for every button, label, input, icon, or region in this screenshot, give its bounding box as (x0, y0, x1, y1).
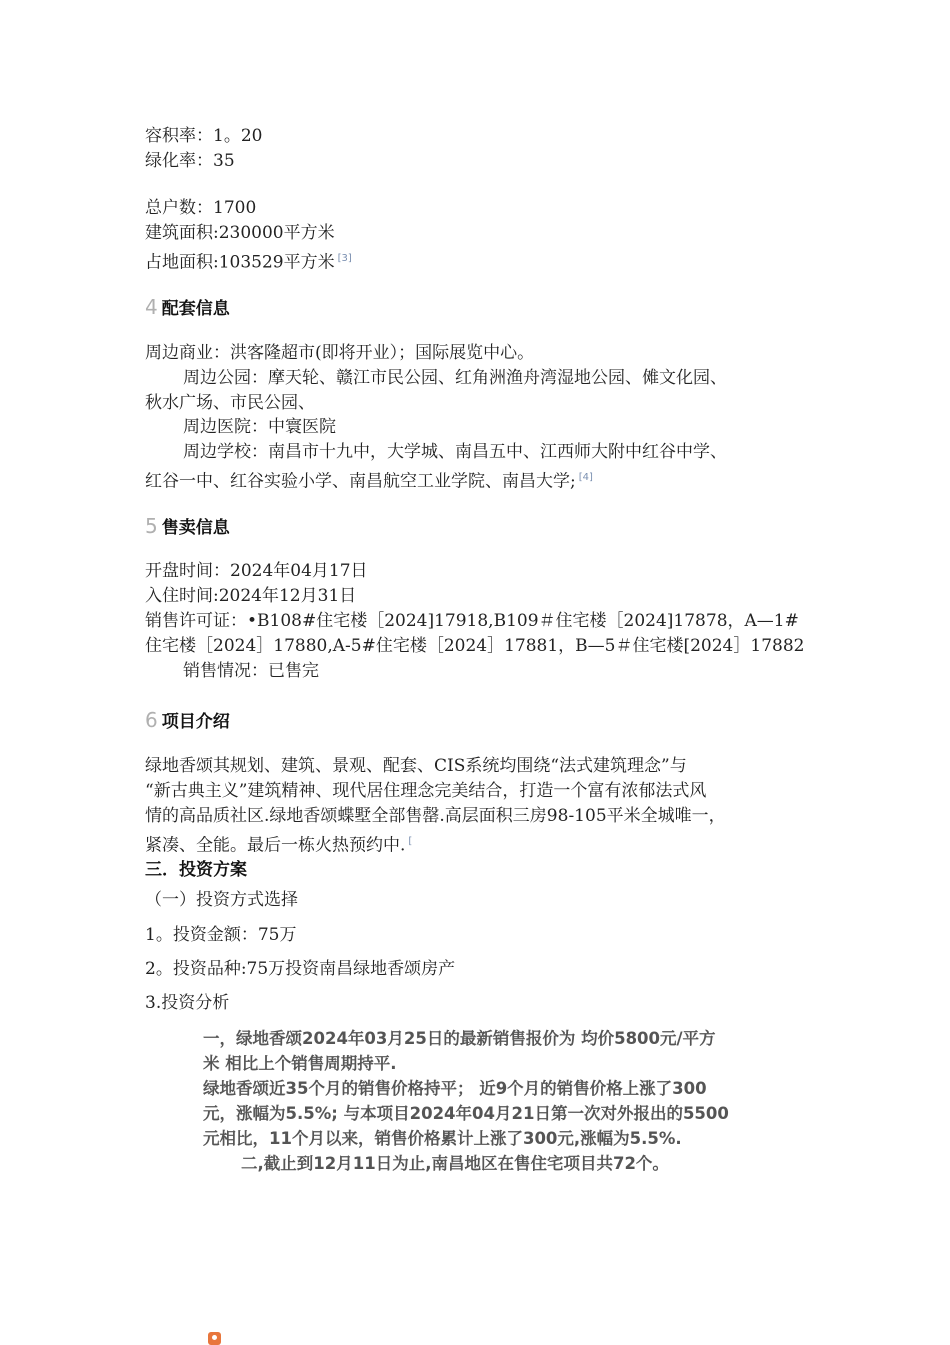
analysis-line-4: 元，涨幅为5.5%; 与本项目2024年04月21日第一次对外报出的5500 (203, 1104, 729, 1123)
opening-time-line: 开盘时间：2024年04月17日 (145, 561, 368, 581)
schools-text: 红谷一中、红谷实验小学、南昌航空工业学院、南昌大学; (145, 471, 576, 492)
parks-line-2: 秋水广场、市民公园、 (145, 393, 315, 413)
permit-line-1: 销售许可证：•B108#住宅楼［2024]17918,B109＃住宅楼［2024]17878，A—1# (145, 611, 799, 631)
building-area-line: 建筑面积:230000平方米 (145, 223, 335, 243)
land-area-line (145, 246, 352, 276)
sales-heading (145, 513, 230, 538)
parks-line-1: 周边公园：摩天轮、赣江市民公园、红角洲渔舟湾湿地公园、傩文化园、 (183, 368, 727, 388)
section-title: 售卖信息 (161, 518, 230, 538)
schools-line-1: 周边学校：南昌市十九中，大学城、南昌五中、江西师大附中红谷中学、 (183, 442, 727, 462)
permit-line-2: 住宅楼［2024］17880,A-5#住宅楼［2024］17881，B—5＃住宅楼[2024］17882 (145, 636, 805, 656)
commerce-line: 周边商业：洪客隆超市(即将开业）；国际展览中心。 (145, 343, 535, 363)
investment-item-2: 2。投资品种:75万投资南昌绿地香颂房产 (145, 959, 456, 979)
analysis-line-1: 一，绿地香颂2024年03月25日的最新销售报价为 均价5800元/平方 (203, 1029, 716, 1048)
intro-line-2: “新古典主义”建筑精神、现代居住理念完美结合，打造一个富有浓郁法式风 (145, 781, 707, 801)
footer-badge-icon (208, 1332, 221, 1345)
intro-line-4-text: 紧凑、全能。最后一栋火热预约中. (145, 835, 406, 856)
land-area-text: 占地面积:103529平方米 (145, 252, 335, 273)
section-number: 5 (145, 514, 158, 538)
reference-link-4[interactable]: [4] (578, 472, 593, 483)
reference-link-5[interactable]: [ (408, 836, 413, 847)
schools-line-2 (145, 465, 593, 495)
green-ratio-line: 绿化率：35 (145, 151, 235, 171)
investment-item-3: 3.投资分析 (145, 993, 230, 1013)
section-number: 6 (145, 708, 158, 732)
analysis-line-5: 元相比，11个月以来，销售价格累计上涨了300元,涨幅为5.5%. (203, 1129, 682, 1148)
analysis-line-6: 二,截止到12月11日为止,南昌地区在售住宅项目共72个。 (241, 1154, 669, 1173)
hospital-line: 周边医院：中寰医院 (183, 417, 336, 437)
facilities-heading (145, 294, 230, 319)
investment-sub-heading: （一）投资方式选择 (145, 890, 298, 910)
intro-line-3: 情的高品质社区.绿地香颂蝶墅全部售罄.高层面积三房98-105平米全城唯一， (145, 806, 726, 826)
sales-status-line: 销售情况：已售完 (183, 661, 319, 681)
section-title: 项目介绍 (161, 712, 230, 732)
intro-heading (145, 707, 230, 732)
reference-link-3[interactable]: [3] (337, 253, 352, 264)
section-number: 4 (145, 295, 158, 319)
investment-heading: 三．投资方案 (145, 860, 247, 880)
plot-ratio-line: 容积率：1。20 (145, 126, 263, 146)
intro-line-1: 绿地香颂其规划、建筑、景观、配套、CIS系统均围绕“法式建筑理念”与 (145, 756, 687, 776)
analysis-line-2: 米 相比上个销售周期持平. (203, 1054, 397, 1073)
analysis-line-3: 绿地香颂近35个月的销售价格持平； 近9个月的销售价格上涨了300 (203, 1079, 707, 1098)
section-title: 配套信息 (161, 299, 230, 319)
households-line: 总户数：1700 (145, 198, 257, 218)
move-in-time-line: 入住时间:2024年12月31日 (145, 586, 357, 606)
investment-item-1: 1。投资金额：75万 (145, 925, 297, 945)
